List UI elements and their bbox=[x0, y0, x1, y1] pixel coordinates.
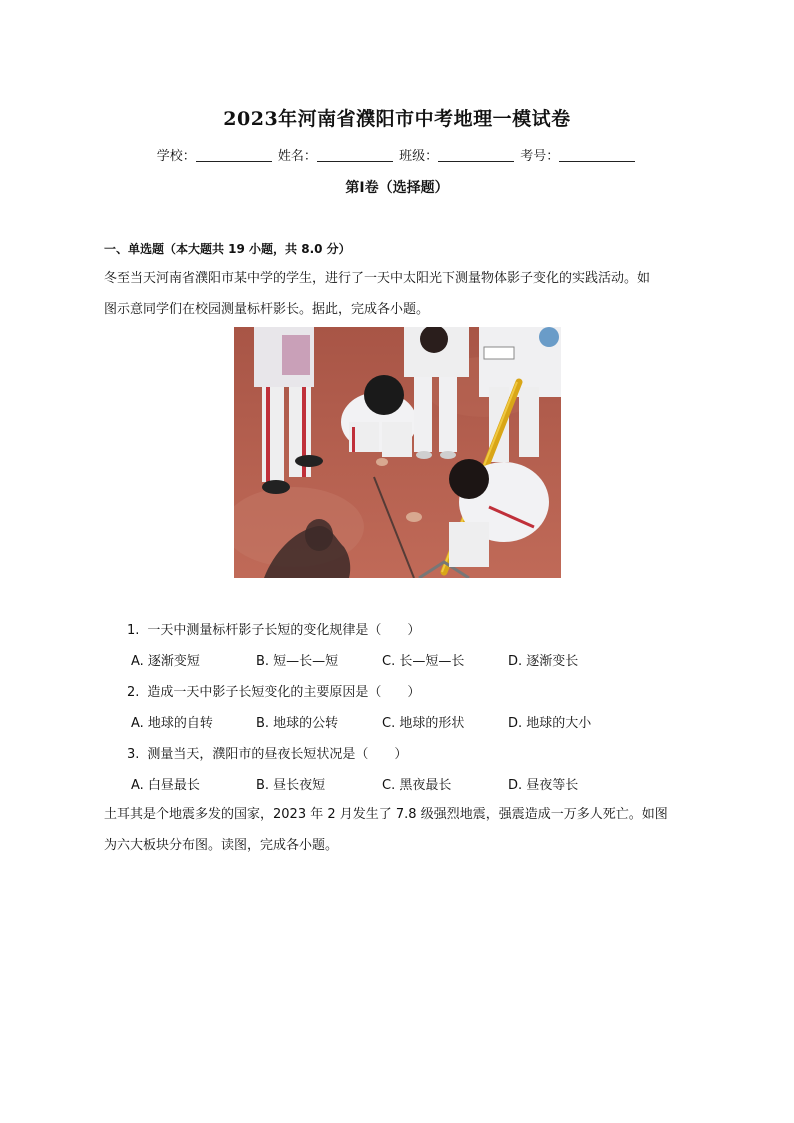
option-b[interactable]: B. 昼长夜短 bbox=[256, 778, 326, 793]
name-blank[interactable] bbox=[317, 149, 393, 162]
student-info-line bbox=[0, 145, 794, 164]
question-3: 3. 测量当天，濮阳市的昼夜长短状况是（ ） bbox=[127, 747, 408, 762]
school-field: 学校： bbox=[157, 145, 274, 164]
option-a[interactable]: A. 白昼最长 bbox=[131, 778, 200, 793]
option-d[interactable]: D. 逐渐变长 bbox=[508, 654, 579, 669]
exam-number-field: 考号： bbox=[520, 145, 637, 164]
school-blank[interactable] bbox=[196, 149, 272, 162]
option-b[interactable]: B. 地球的公转 bbox=[256, 716, 339, 731]
exam-title: 2023年河南省濮阳市中考地理一模试卷 bbox=[223, 108, 571, 130]
exam-number-blank[interactable] bbox=[559, 149, 635, 162]
shadow-measurement-photo bbox=[234, 327, 561, 578]
class-field: 班级： bbox=[399, 145, 516, 164]
option-d[interactable]: D. 昼夜等长 bbox=[508, 778, 579, 793]
section-heading: 一、单选题（本大题共 19 小题，共 8.0 分） bbox=[104, 242, 351, 256]
class-blank[interactable] bbox=[438, 149, 514, 162]
volume-heading: 第I卷（选择题） bbox=[345, 180, 449, 196]
option-b[interactable]: B. 短—长—短 bbox=[256, 654, 339, 669]
intro-paragraph-2: 土耳其是个地震多发的国家，2023 年 2 月发生了 7.8 级强烈地震，强震造成一万多人死亡。如图 为六大板块分布图。读图，完成各小题。 bbox=[104, 807, 668, 853]
option-c[interactable]: C. 黑夜最长 bbox=[382, 778, 452, 793]
question-2: 2. 造成一天中影子长短变化的主要原因是（ ） bbox=[127, 685, 421, 700]
question-1: 1. 一天中测量标杆影子长短的变化规律是（ ） bbox=[127, 623, 421, 638]
option-c[interactable]: C. 地球的形状 bbox=[382, 716, 465, 731]
option-a[interactable]: A. 地球的自转 bbox=[131, 716, 213, 731]
intro-paragraph: 冬至当天河南省濮阳市某中学的学生，进行了一天中太阳光下测量物体影子变化的实践活动。如 图示意同学们在校园测量标杆影长。据此，完成各小题。 bbox=[104, 271, 651, 317]
option-d[interactable]: D. 地球的大小 bbox=[508, 716, 592, 731]
option-c[interactable]: C. 长—短—长 bbox=[382, 654, 465, 669]
option-a[interactable]: A. 逐渐变短 bbox=[131, 654, 200, 669]
name-field: 姓名： bbox=[278, 145, 395, 164]
